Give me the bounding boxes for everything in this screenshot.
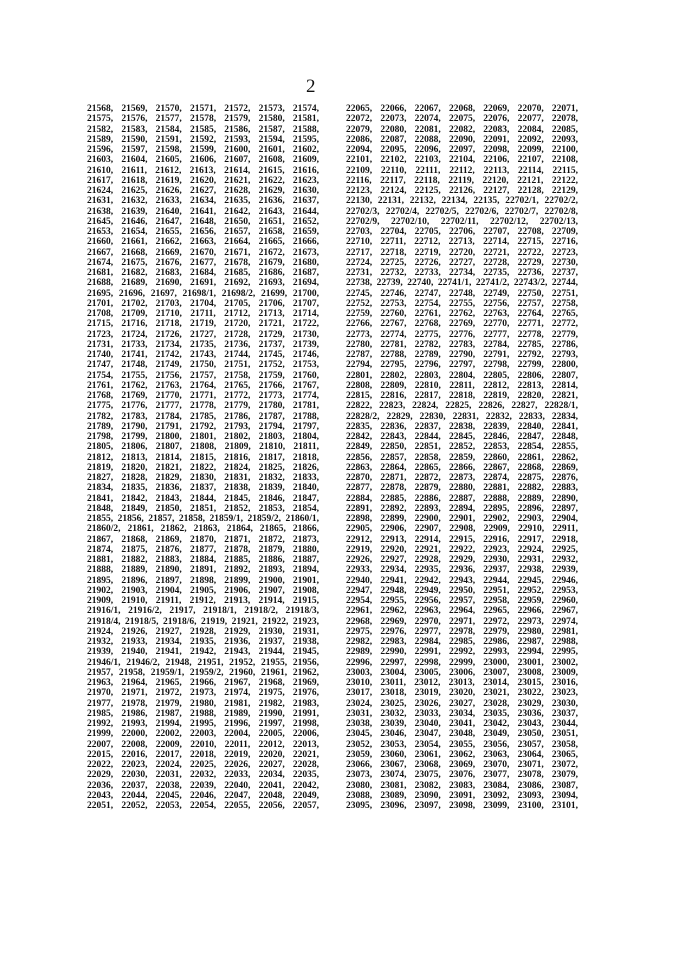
number-line: 21761, 21762, 21763, 21764, 21765, 21766, 21767, — [87, 380, 319, 391]
number-line: 22036, 22037, 22038, 22039, 22040, 22041, 22042, — [87, 780, 319, 791]
number-line: 21568, 21569, 21570, 21571, 21572, 21573, 21574, — [87, 104, 319, 114]
number-line: 23031, 23032, 23033, 23034, 23035, 23036, 23037, — [346, 708, 578, 719]
number-line: 22891, 22892, 22893, 22894, 22895, 22896, 22897, — [346, 503, 578, 514]
number-line: 21782, 21783, 21784, 21785, 21786, 21787, 21788, — [87, 411, 319, 422]
number-line: 21867, 21868, 21869, 21870, 21871, 21872, 21873, — [87, 534, 319, 545]
number-line: 22947, 22948, 22949, 22950, 22951, 22952, 22953, — [346, 585, 578, 596]
number-line: 22109, 22110, 22111, 22112, 22113, 22114, 22115, — [346, 165, 578, 176]
number-line: 21695, 21696, 21697, 21698/1, 21698/2, 21699, 21700, — [87, 288, 319, 299]
number-line: 23003, 23004, 23005, 23006, 23007, 23008, 23009, — [346, 667, 578, 678]
right-column — [346, 104, 578, 811]
number-line: 22863, 22864, 22865, 22866, 22867, 22868, 22869, — [346, 462, 578, 473]
number-line: 22007, 22008, 22009, 22010, 22011, 22012, 22013, — [87, 739, 319, 750]
number-line: 23059, 23060, 23061, 23062, 23063, 23064, 23065, — [346, 749, 578, 760]
number-line: 22808, 22809, 22810, 22811, 22812, 22813, 22814, — [346, 380, 578, 391]
number-line: 22822, 22823, 22824, 22825, 22826, 22827, 22828/1, — [346, 401, 578, 412]
number-line: 22710, 22711, 22712, 22713, 22714, 22715, 22716, — [346, 237, 578, 248]
number-line: 21701, 21702, 21703, 21704, 21705, 21706, 21707, — [87, 298, 319, 309]
number-line: 21946/1, 21946/2, 21948, 21951, 21952, 21955, 21956, — [87, 657, 319, 668]
number-line: 21723, 21724, 21726, 21727, 21728, 21729, 21730, — [87, 329, 319, 340]
number-line: 22745, 22746, 22747, 22748, 22749, 22750, 22751, — [346, 288, 578, 299]
number-line: 21939, 21940, 21941, 21942, 21943, 21944, 21945, — [87, 647, 319, 658]
number-line: 22094, 22095, 22096, 22097, 22098, 22099, 22100, — [346, 145, 578, 155]
left-column — [87, 104, 319, 811]
number-line: 22975, 22976, 22977, 22978, 22979, 22980, 22981, — [346, 626, 578, 637]
number-line: 21681, 21682, 21683, 21684, 21685, 21686, 21687, — [87, 268, 319, 278]
number-line: 22015, 22016, 22017, 22018, 22019, 22020, 22021, — [87, 749, 319, 760]
number-line: 23066, 23067, 23068, 23069, 23070, 23071, 23072, — [346, 760, 578, 770]
number-line: 22856, 22857, 22858, 22859, 22860, 22861, 22862, — [346, 452, 578, 463]
number-line: 22926, 22927, 22928, 22929, 22930, 22931, 22932, — [346, 555, 578, 565]
number-line: 21596, 21597, 21598, 21599, 21600, 21601, 21602, — [87, 145, 319, 155]
number-line: 21631, 21632, 21633, 21634, 21635, 21636, 21637, — [87, 196, 319, 207]
number-line: 21582, 21583, 21584, 21585, 21586, 21587, 21588, — [87, 124, 319, 135]
number-line: 22702/3, 22702/4, 22702/5, 22702/6, 22702/7, 22702/8, — [346, 206, 578, 217]
number-line: 22849, 22850, 22851, 22852, 22853, 22854, 22855, — [346, 442, 578, 453]
number-line: 22940, 22941, 22942, 22943, 22944, 22945, 22946, — [346, 575, 578, 586]
number-line: 22780, 22781, 22782, 22783, 22784, 22785, 22786, — [346, 339, 578, 350]
number-line: 23038, 23039, 23040, 23041, 23042, 23043, 23044, — [346, 719, 578, 729]
number-line: 21916/1, 21916/2, 21917, 21918/1, 21918/2, 21918/3, — [87, 606, 319, 617]
number-line: 21740, 21741, 21742, 21743, 21744, 21745, 21746, — [87, 350, 319, 360]
number-line: 22759, 22760, 22761, 22762, 22763, 22764, 22765, — [346, 309, 578, 319]
number-line: 22919, 22920, 22921, 22922, 22923, 22924, 22925, — [346, 544, 578, 555]
number-line: 21754, 21755, 21756, 21757, 21758, 21759, 21760, — [87, 370, 319, 381]
number-line: 22905, 22906, 22907, 22908, 22909, 22910, 22911, — [346, 524, 578, 535]
number-line: 23088, 23089, 23090, 23091, 23092, 23093, 23094, — [346, 790, 578, 801]
number-line: 21848, 21849, 21850, 21851, 21852, 21853, 21854, — [87, 503, 319, 514]
number-line: 22072, 22073, 22074, 22075, 22076, 22077, 22078, — [346, 114, 578, 125]
number-line: 21881, 21882, 21883, 21884, 21885, 21886, 21887, — [87, 555, 319, 565]
number-line: 21819, 21820, 21821, 21822, 21824, 21825, 21826, — [87, 462, 319, 473]
number-line: 21827, 21828, 21829, 21830, 21831, 21832, 21833, — [87, 473, 319, 483]
number-line: 23010, 23011, 23012, 23013, 23014, 23015, 23016, — [346, 678, 578, 688]
number-line: 22954, 22955, 22956, 22957, 22958, 22959, 22960, — [346, 596, 578, 606]
number-line: 21855, 21856, 21857, 21858, 21859/1, 21859/2, 21860/1, — [87, 514, 319, 524]
number-line: 22773, 22774, 22775, 22776, 22777, 22778, 22779, — [346, 329, 578, 340]
number-line: 22884, 22885, 22886, 22887, 22888, 22889, 22890, — [346, 493, 578, 504]
number-line: 21603, 21604, 21605, 21606, 21607, 21608, 21609, — [87, 155, 319, 166]
number-line: 21775, 21776, 21777, 21778, 21779, 21780, 21781, — [87, 401, 319, 412]
number-line: 21638, 21639, 21640, 21641, 21642, 21643, 21644, — [87, 206, 319, 217]
number-line: 22828/2, 22829, 22830, 22831, 22832, 22833, 22834, — [346, 411, 578, 422]
number-line: 21860/2, 21861, 21862, 21863, 21864, 21865, 21866, — [87, 524, 319, 535]
number-line: 22717, 22718, 22719, 22720, 22721, 22722, 22723, — [346, 247, 578, 258]
number-line: 22724, 22725, 22726, 22727, 22728, 22729, 22730, — [346, 257, 578, 268]
number-line: 22989, 22990, 22991, 22992, 22993, 22994, 22995, — [346, 647, 578, 658]
number-line: 22123, 22124, 22125, 22126, 22127, 22128, 22129, — [346, 186, 578, 196]
number-line: 21985, 21986, 21987, 21988, 21989, 21990, 21991, — [87, 708, 319, 719]
number-line: 21999, 22000, 22002, 22003, 22004, 22005, 22006, — [87, 729, 319, 740]
number-line: 22842, 22843, 22844, 22845, 22846, 22847, 22848, — [346, 432, 578, 442]
number-line: 23017, 23018, 23019, 23020, 23021, 23022, 23023, — [346, 688, 578, 699]
number-line: 22835, 22836, 22837, 22838, 22839, 22840, 22841, — [346, 421, 578, 432]
number-line: 22968, 22969, 22970, 22971, 22972, 22973, 22974, — [346, 616, 578, 627]
number-line: 22752, 22753, 22754, 22755, 22756, 22757, 22758, — [346, 298, 578, 309]
number-line: 21617, 21618, 21619, 21620, 21621, 21622, 21623, — [87, 175, 319, 186]
number-line: 21610, 21611, 21612, 21613, 21614, 21615, 21616, — [87, 165, 319, 176]
number-line: 21957, 21958, 21959/1, 21959/2, 21960, 21961, 21962, — [87, 667, 319, 678]
number-line: 21805, 21806, 21807, 21808, 21809, 21810, 21811, — [87, 442, 319, 453]
number-line: 21977, 21978, 21979, 21980, 21981, 21982, 21983, — [87, 698, 319, 709]
number-line: 22043, 22044, 22045, 22046, 22047, 22048, 22049, — [87, 790, 319, 801]
number-line: 23080, 23081, 23082, 23083, 23084, 23086, 23087, — [346, 780, 578, 791]
number-line: 21834, 21835, 21836, 21837, 21838, 21839, 21840, — [87, 483, 319, 494]
number-line: 22703, 22704, 22705, 22706, 22707, 22708, 22709, — [346, 227, 578, 237]
number-line: 21645, 21646, 21647, 21648, 21650, 21651, 21652, — [87, 216, 319, 227]
number-line: 22912, 22913, 22914, 22915, 22916, 22917, 22918, — [346, 534, 578, 545]
number-line: 21660, 21661, 21662, 21663, 21664, 21665, 21666, — [87, 237, 319, 248]
number-line: 21992, 21993, 21994, 21995, 21996, 21997, 21998, — [87, 719, 319, 729]
number-line: 22116, 22117, 22118, 22119, 22120, 22121, 22122, — [346, 175, 578, 186]
number-line: 22898, 22899, 22900, 22901, 22902, 22903, 22904, — [346, 514, 578, 524]
number-line: 22731, 22732, 22733, 22734, 22735, 22736, 22737, — [346, 268, 578, 278]
number-line: 22794, 22795, 22796, 22797, 22798, 22799, 22800, — [346, 360, 578, 371]
number-line: 23095, 23096, 23097, 23098, 23099, 23100, 23101, — [346, 801, 578, 811]
number-line: 22996, 22997, 22998, 22999, 23000, 23001, 23002, — [346, 657, 578, 668]
page-number: 2 — [306, 76, 316, 97]
number-line: 21970, 21971, 21972, 21973, 21974, 21975, 21976, — [87, 688, 319, 699]
number-line: 22801, 22802, 22803, 22804, 22805, 22806, 22807, — [346, 370, 578, 381]
number-line: 21747, 21748, 21749, 21750, 21751, 21752, 21753, — [87, 360, 319, 371]
number-line: 23045, 23046, 23047, 23048, 23049, 23050, 23051, — [346, 729, 578, 740]
number-line: 22961, 22962, 22963, 22964, 22965, 22966, 22967, — [346, 606, 578, 617]
number-line: 23024, 23025, 23026, 23027, 23028, 23029, 23030, — [346, 698, 578, 709]
number-line: 22022, 22023, 22024, 22025, 22026, 22027, 22028, — [87, 760, 319, 770]
number-line: 21924, 21926, 21927, 21928, 21929, 21930, 21931, — [87, 626, 319, 637]
number-line: 21688, 21689, 21690, 21691, 21692, 21693, 21694, — [87, 278, 319, 289]
number-line: 21768, 21769, 21770, 21771, 21772, 21773, 21774, — [87, 391, 319, 401]
number-line: 22877, 22878, 22879, 22880, 22881, 22882, 22883, — [346, 483, 578, 494]
number-line: 21624, 21625, 21626, 21627, 21628, 21629, 21630, — [87, 186, 319, 196]
number-line: 21798, 21799, 21800, 21801, 21802, 21803, 21804, — [87, 432, 319, 442]
number-line: 21918/4, 21918/5, 21918/6, 21919, 21921, 21922, 21923, — [87, 616, 319, 627]
number-line: 22870, 22871, 22872, 22873, 22874, 22875, 22876, — [346, 473, 578, 483]
number-line: 21708, 21709, 21710, 21711, 21712, 21713, 21714, — [87, 309, 319, 319]
number-line: 22787, 22788, 22789, 22790, 22791, 22792, 22793, — [346, 350, 578, 360]
number-line: 21902, 21903, 21904, 21905, 21906, 21907, 21908, — [87, 585, 319, 596]
number-line: 21841, 21842, 21843, 21844, 21845, 21846, 21847, — [87, 493, 319, 504]
number-line: 22051, 22052, 22053, 22054, 22055, 22056, 22057, — [87, 801, 319, 811]
number-line: 21715, 21716, 21718, 21719, 21720, 21721, 21722, — [87, 319, 319, 330]
number-line: 23052, 23053, 23054, 23055, 23056, 23057, 23058, — [346, 739, 578, 750]
number-line: 22738, 22739, 22740, 22741/1, 22741/2, 22743/2, 22744, — [346, 278, 578, 289]
number-line: 22130, 22131, 22132, 22134, 22135, 22702/1, 22702/2, — [346, 196, 578, 207]
number-line: 22086, 22087, 22088, 22090, 22091, 22092, 22093, — [346, 134, 578, 145]
number-line: 21589, 21590, 21591, 21592, 21593, 21594, 21595, — [87, 134, 319, 145]
number-line: 21932, 21933, 21934, 21935, 21936, 21937, 21938, — [87, 637, 319, 647]
number-line: 21789, 21790, 21791, 21792, 21793, 21794, 21797, — [87, 421, 319, 432]
number-line: 21731, 21733, 21734, 21735, 21736, 21737, 21739, — [87, 339, 319, 350]
number-line: 21653, 21654, 21655, 21656, 21657, 21658, 21659, — [87, 227, 319, 237]
number-line: 21909, 21910, 21911, 21912, 21913, 21914, 21915, — [87, 596, 319, 606]
number-line: 22766, 22767, 22768, 22769, 22770, 22771, 22772, — [346, 319, 578, 330]
number-line: 21667, 21668, 21669, 21670, 21671, 21672, 21673, — [87, 247, 319, 258]
number-line: 21888, 21889, 21890, 21891, 21892, 21893, 21894, — [87, 565, 319, 576]
number-line: 21674, 21675, 21676, 21677, 21678, 21679, 21680, — [87, 257, 319, 268]
number-line: 22079, 22080, 22081, 22082, 22083, 22084, 22085, — [346, 124, 578, 135]
number-line: 22982, 22983, 22984, 22985, 22986, 22987, 22988, — [346, 637, 578, 647]
number-line: 22815, 22816, 22817, 22818, 22819, 22820, 22821, — [346, 391, 578, 401]
number-line: 22702/9, 22702/10, 22702/11, 22702/12, 22702/13, — [346, 216, 578, 227]
number-line: 21874, 21875, 21876, 21877, 21878, 21879, 21880, — [87, 544, 319, 555]
number-line: 22065, 22066, 22067, 22068, 22069, 22070, 22071, — [346, 104, 578, 114]
number-line: 22101, 22102, 22103, 22104, 22106, 22107, 22108, — [346, 155, 578, 166]
number-line: 21963, 21964, 21965, 21966, 21967, 21968, 21969, — [87, 678, 319, 688]
number-line: 21575, 21576, 21577, 21578, 21579, 21580, 21581, — [87, 114, 319, 125]
number-line: 22029, 22030, 22031, 22032, 22033, 22034, 22035, — [87, 770, 319, 781]
number-line: 23073, 23074, 23075, 23076, 23077, 23078, 23079, — [346, 770, 578, 781]
number-line: 22933, 22934, 22935, 22936, 22937, 22938, 22939, — [346, 565, 578, 576]
number-line: 21895, 21896, 21897, 21898, 21899, 21900, 21901, — [87, 575, 319, 586]
number-line: 21812, 21813, 21814, 21815, 21816, 21817, 21818, — [87, 452, 319, 463]
